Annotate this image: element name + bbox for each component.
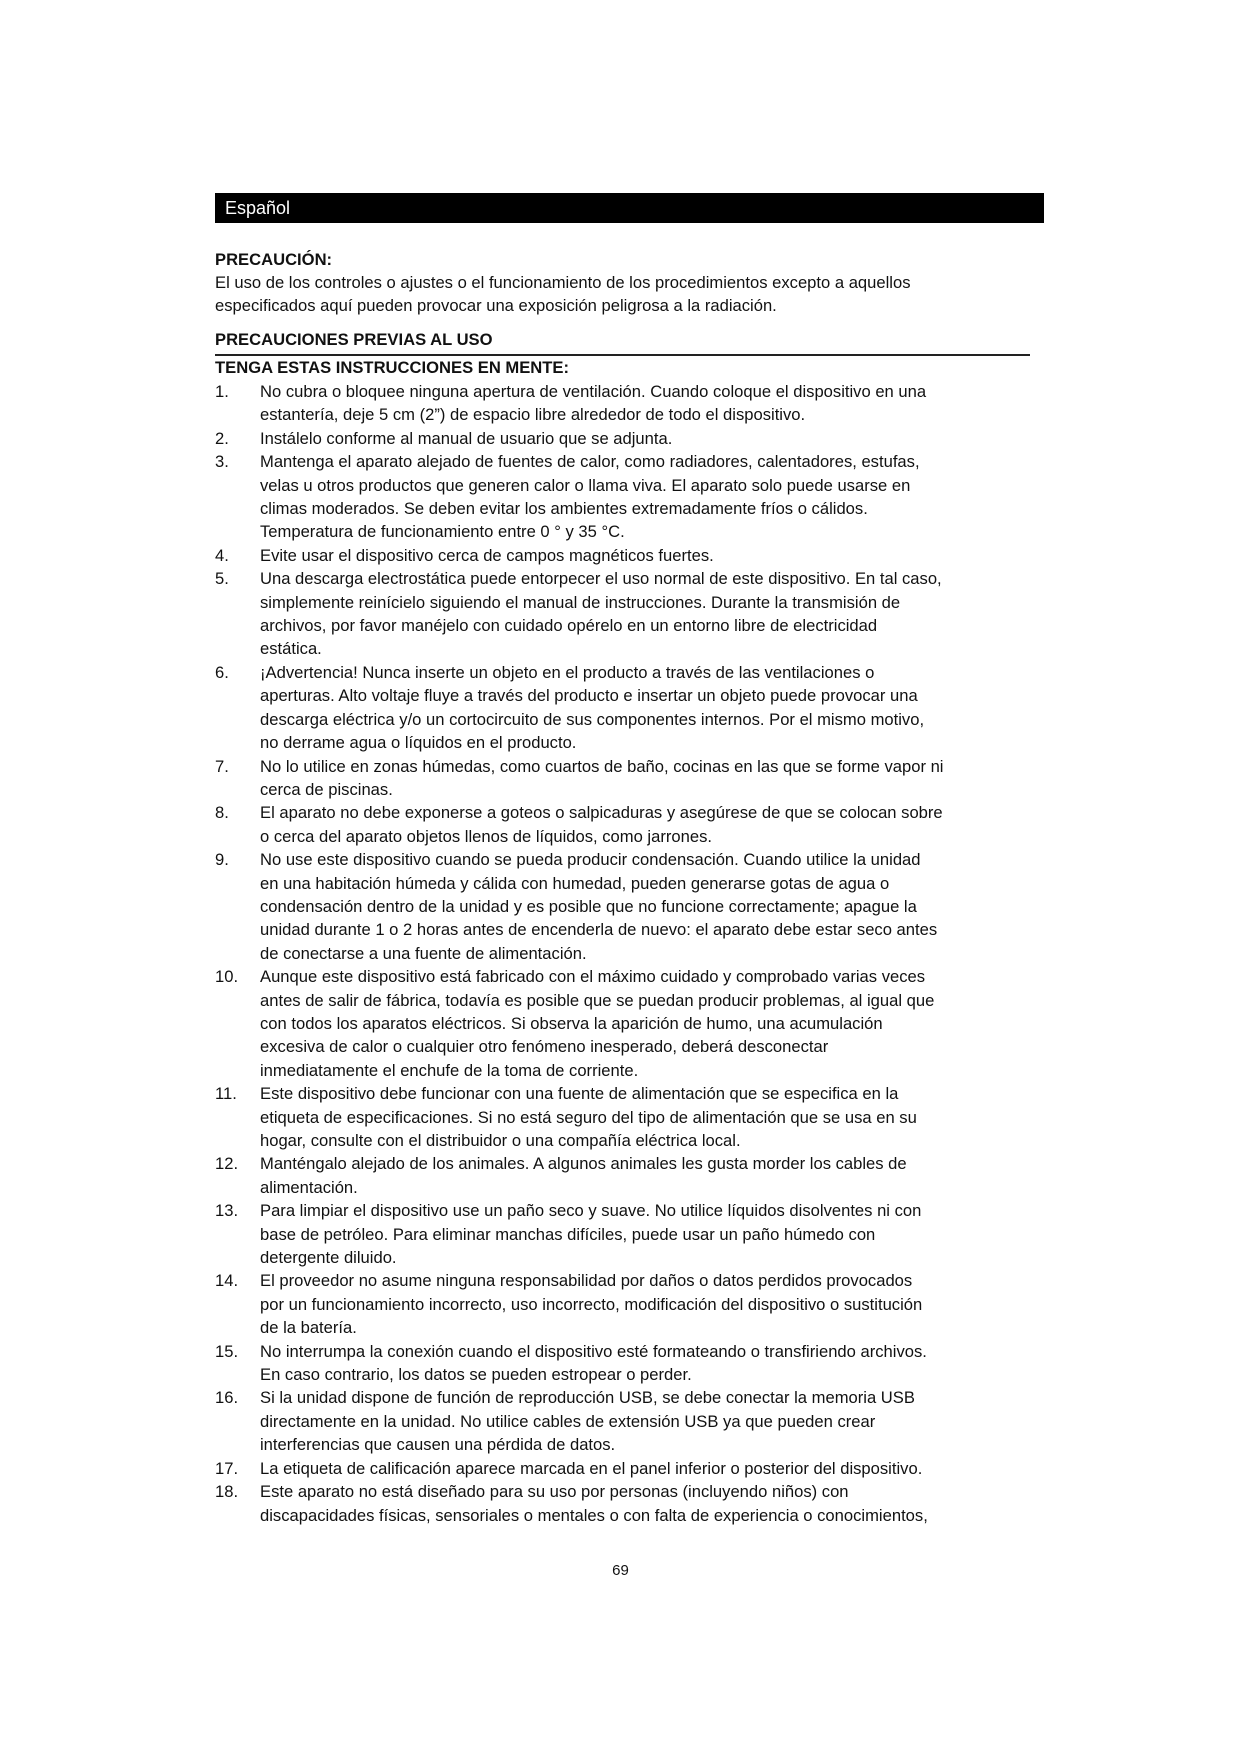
list-item-line: Para limpiar el dispositivo use un paño seco y suave. No utilice líquidos disolventes ni con xyxy=(260,1201,922,1221)
list-item-line: archivos, por favor manéjelo con cuidado opérelo en un entorno libre de electricidad xyxy=(260,616,878,636)
list-item-line: o cerca del aparato objetos llenos de líquidos, como jarrones. xyxy=(260,826,712,846)
list-item-line: Una descarga electrostática puede entorpecer el uso normal de este dispositivo. En tal caso, xyxy=(260,569,942,589)
list-item-number: 10. xyxy=(215,967,239,987)
list-item-line: El proveedor no asume ninguna responsabilidad por daños o datos perdidos provocados xyxy=(260,1271,913,1291)
list-item-line: unidad durante 1 o 2 horas antes de encenderla de nuevo: el aparato debe estar seco antes xyxy=(260,920,938,940)
list-item xyxy=(215,1457,944,1480)
list-item xyxy=(215,1386,944,1456)
list-item-line: directamente en la unidad. No utilice cables de extensión USB ya que pueden crear xyxy=(260,1411,876,1431)
precautions-list xyxy=(215,380,944,1527)
list-item-line: discapacidades físicas, sensoriales o mentales o con falta de experiencia o conocimientos, xyxy=(260,1505,928,1525)
list-item-line: Este aparato no está diseñado para su uso por personas (incluyendo niños) con xyxy=(260,1482,849,1502)
list-item-text xyxy=(260,427,672,450)
list-item-number: 8. xyxy=(215,803,229,823)
list-item xyxy=(215,755,944,802)
list-item-line: estantería, deje 5 cm (2”) de espacio libre alrededor de todo el dispositivo. xyxy=(260,405,806,425)
list-item-text xyxy=(260,848,937,965)
list-item-line: condensación dentro de la unidad y es posible que no funcione correctamente; apague la xyxy=(260,896,917,916)
list-item-number: 6. xyxy=(215,662,229,682)
list-item-line: velas u otros productos que generen calor o llama viva. El aparato solo puede usarse en xyxy=(260,475,911,495)
list-item-text xyxy=(260,755,944,802)
list-item xyxy=(215,1152,944,1199)
list-item-number: 2. xyxy=(215,428,229,448)
list-item-text xyxy=(260,1457,922,1480)
list-item-line: no derrame agua o líquidos en el producto. xyxy=(260,733,577,753)
caution-line-1: El uso de los controles o ajustes o el funcionamiento de los procedimientos excepto a aquellos xyxy=(215,273,911,292)
list-item-text xyxy=(260,450,920,544)
list-item-number: 14. xyxy=(215,1271,239,1291)
list-item-line: base de petróleo. Para eliminar manchas difíciles, puede usar un paño húmedo con xyxy=(260,1224,876,1244)
list-item-line: No use este dispositivo cuando se pueda producir condensación. Cuando utilice la unidad xyxy=(260,850,921,870)
list-item-line: aperturas. Alto voltaje fluye a través del producto e insertar un objeto puede provocar una xyxy=(260,686,918,706)
list-item-number: 11. xyxy=(215,1084,237,1104)
list-item-text xyxy=(260,1386,915,1456)
list-item-line: de la batería. xyxy=(260,1318,357,1338)
list-item-text xyxy=(260,1082,917,1152)
list-item-line: climas moderados. Se deben evitar los ambientes extremadamente fríos o cálidos. xyxy=(260,499,868,519)
list-item-number: 12. xyxy=(215,1154,239,1174)
list-item-line: No cubra o bloquee ninguna apertura de ventilación. Cuando coloque el dispositivo en una xyxy=(260,382,927,401)
list-item-line: Temperatura de funcionamiento entre 0 ° y 35 °C. xyxy=(260,522,625,542)
list-item-text xyxy=(260,661,924,755)
page-number: 69 xyxy=(612,1562,629,1579)
list-item-text xyxy=(260,1199,921,1269)
list-item-line: Instálelo conforme al manual de usuario que se adjunta. xyxy=(260,428,673,448)
caution-line-2: especificados aquí pueden provocar una exposición peligrosa a la radiación. xyxy=(215,296,777,315)
list-item-line: Aunque este dispositivo está fabricado con el máximo cuidado y comprobado varias veces xyxy=(260,967,926,987)
list-item-line: por un funcionamiento incorrecto, uso incorrecto, modificación del dispositivo o sustitución xyxy=(260,1294,923,1314)
list-item-line: estática. xyxy=(260,639,322,659)
list-item-line: excesiva de calor o cualquier otro fenómeno inesperado, deberá desconectar xyxy=(260,1037,829,1057)
list-item-text xyxy=(260,544,714,567)
list-item xyxy=(215,567,944,661)
list-item xyxy=(215,1082,944,1152)
list-item-number: 16. xyxy=(215,1388,239,1408)
list-item xyxy=(215,661,944,755)
list-item xyxy=(215,380,944,427)
section-subtitle: TENGA ESTAS INSTRUCCIONES EN MENTE: xyxy=(215,358,570,377)
list-item-line: La etiqueta de calificación aparece marcada en el panel inferior o posterior del dispositivo. xyxy=(260,1458,923,1478)
list-item-number: 18. xyxy=(215,1482,239,1502)
list-item xyxy=(215,450,944,544)
list-item-line: Manténgalo alejado de los animales. A algunos animales les gusta morder los cables de xyxy=(260,1154,907,1174)
list-item-line: ¡Advertencia! Nunca inserte un objeto en el producto a través de las ventilaciones o xyxy=(260,662,875,682)
list-item-number: 7. xyxy=(215,756,229,776)
list-item-line: en una habitación húmeda y cálida con humedad, pueden generarse gotas de agua o xyxy=(260,873,890,893)
section-title: PRECAUCIONES PREVIAS AL USO xyxy=(215,330,493,349)
list-item xyxy=(215,801,944,848)
list-item-text xyxy=(260,965,934,1082)
list-item xyxy=(215,1480,944,1527)
list-item xyxy=(215,965,944,1082)
list-item xyxy=(215,1199,944,1269)
list-item-line: cerca de piscinas. xyxy=(260,779,393,799)
list-item-number: 1. xyxy=(215,382,229,401)
list-item-line: Este dispositivo debe funcionar con una fuente de alimentación que se especifica en la xyxy=(260,1084,899,1104)
list-item-number: 13. xyxy=(215,1201,239,1221)
list-item-line: descarga eléctrica y/o un cortocircuito de sus componentes internos. Por el mismo motivo, xyxy=(260,709,925,729)
list-item-text xyxy=(260,1269,922,1339)
language-header: Español xyxy=(215,193,1044,223)
list-item-number: 5. xyxy=(215,569,229,589)
list-item-line: con todos los aparatos eléctricos. Si observa la aparición de humo, una acumulación xyxy=(260,1013,883,1033)
list-item-line: alimentación. xyxy=(260,1177,358,1197)
list-item-line: No interrumpa la conexión cuando el dispositivo esté formateando o transfiriendo archivos. xyxy=(260,1341,927,1361)
list-item xyxy=(215,427,944,450)
list-item xyxy=(215,544,944,567)
list-item xyxy=(215,1340,944,1387)
list-item-number: 15. xyxy=(215,1341,239,1361)
list-item-line: interferencias que causen una pérdida de datos. xyxy=(260,1435,616,1455)
list-item-text xyxy=(260,801,943,848)
list-item-line: El aparato no debe exponerse a goteos o salpicaduras y asegúrese de que se colocan sobre xyxy=(260,803,943,823)
list-item-line: No lo utilice en zonas húmedas, como cuartos de baño, cocinas en las que se forme vapor ni xyxy=(260,756,944,776)
list-item-text xyxy=(260,380,926,427)
list-item-line: hogar, consulte con el distribuidor o una compañía eléctrica local. xyxy=(260,1131,741,1150)
list-item-number: 9. xyxy=(215,850,229,870)
list-item-line: Evite usar el dispositivo cerca de campos magnéticos fuertes. xyxy=(260,545,714,565)
list-item-line: En caso contrario, los datos se pueden estropear o perder. xyxy=(260,1365,692,1385)
list-item-text xyxy=(260,1152,907,1199)
list-item-line: etiqueta de especificaciones. Si no está seguro del tipo de alimentación que se usa en su xyxy=(260,1107,917,1127)
list-item-line: de conectarse a una fuente de alimentación. xyxy=(260,943,587,963)
caution-title: PRECAUCIÓN: xyxy=(215,250,333,269)
list-item-line: Mantenga el aparato alejado de fuentes de calor, como radiadores, calentadores, estufas, xyxy=(260,452,920,472)
list-item-line: simplemente reinícielo siguiendo el manual de instrucciones. Durante la transmisión de xyxy=(260,592,901,612)
list-item-number: 4. xyxy=(215,545,229,565)
list-item-number: 3. xyxy=(215,452,229,472)
list-item-line: inmediatamente el enchufe de la toma de corriente. xyxy=(260,1060,639,1080)
list-item-line: antes de salir de fábrica, todavía es posible que se puedan producir problemas, al igual que xyxy=(260,990,935,1010)
list-item-line: detergente diluido. xyxy=(260,1248,397,1268)
list-item-text xyxy=(260,1340,927,1387)
list-item-line: Si la unidad dispone de función de reproducción USB, se debe conectar la memoria USB xyxy=(260,1388,915,1408)
list-item-number: 17. xyxy=(215,1458,239,1478)
list-item-text xyxy=(260,567,942,661)
list-item xyxy=(215,1269,944,1339)
list-item-text xyxy=(260,1480,928,1527)
list-item xyxy=(215,848,944,965)
